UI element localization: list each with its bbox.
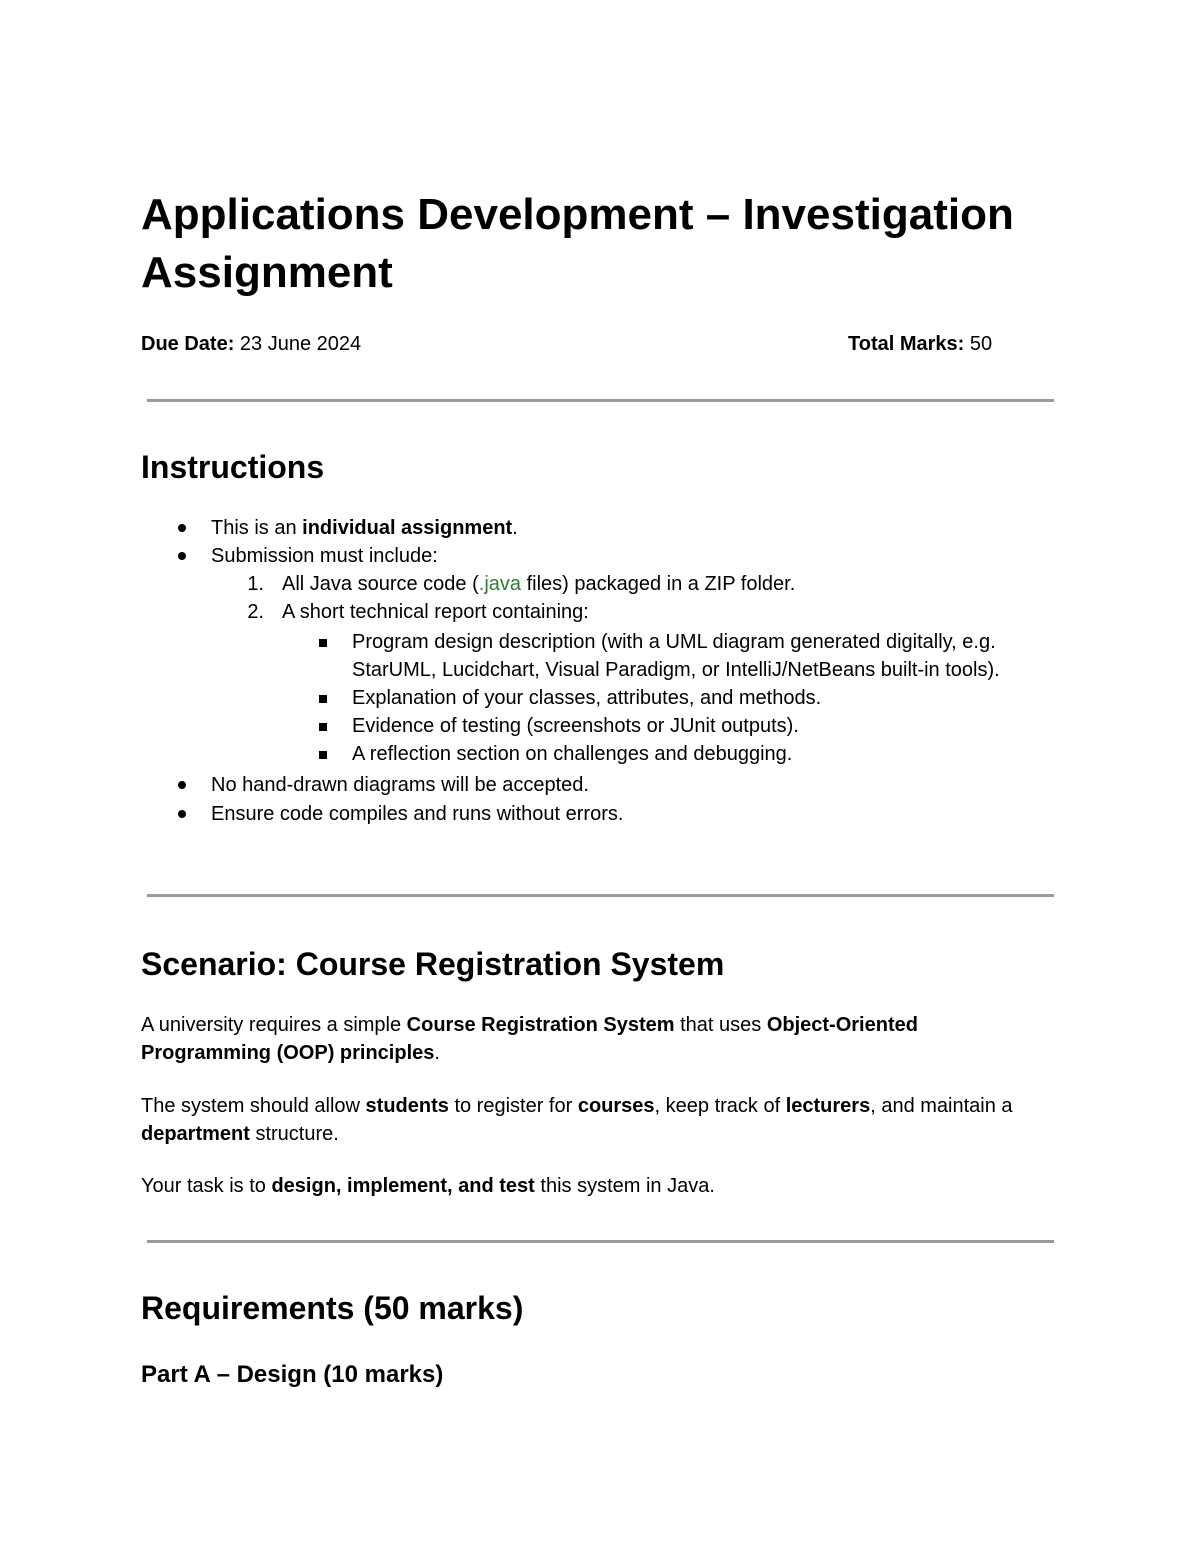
document-title: Applications Development – Investigation Assignment [141,190,1014,297]
bold-text: Object-Oriented Programming (OOP) principles [141,1014,918,1064]
bullet-icon [178,552,186,560]
total-marks-value: 50 [969,333,993,355]
square-bullet-icon [319,723,327,731]
square-bullet-icon [319,639,327,647]
total-marks-label: Total Marks: [848,333,965,355]
list-item-continuation: StarUML, Lucidchart, Visual Paradigm, or IntelliJ/NetBeans built-in tools). [352,659,1000,681]
text: structure. [249,1123,339,1145]
divider [147,399,1054,402]
due-date-label: Due Date: [141,333,235,355]
total-marks [848,331,992,357]
bold-text: courses [577,1095,655,1117]
bullet-icon [178,810,186,818]
bold-text: students [365,1095,449,1117]
text: The system should allow [141,1095,366,1117]
square-bullet-icon [319,751,327,759]
square-bullet-icon [319,695,327,703]
list-item: Ensure code compiles and runs without errors. [211,803,624,825]
text: this system in Java. [534,1175,715,1197]
part-a-heading: Part A – Design (10 marks) [141,1361,444,1388]
instructions-heading: Instructions [141,449,325,485]
text: Your task is to [141,1175,272,1197]
list-number: 1. [247,573,264,595]
list-item-text: files) packaged in a ZIP folder. [521,573,796,595]
list-item-text: . [512,517,518,539]
list-item: Explanation of your classes, attributes, and methods. [352,687,822,709]
bold-text: Course Registration System [406,1014,675,1036]
text: , and maintain a [870,1095,1013,1117]
scenario-paragraph [141,1011,1041,1067]
due-date-value: 23 June 2024 [239,333,362,355]
list-item-text: All Java source code ( [282,573,479,595]
list-item-text: This is an [211,517,303,539]
divider [147,894,1054,897]
list-number: 2. [247,601,264,623]
bullet-icon [178,524,186,532]
list-item [211,514,518,542]
text: . [434,1042,440,1064]
list-item: A short technical report containing: [282,601,589,623]
list-item: No hand-drawn diagrams will be accepted. [211,774,589,796]
divider [147,1240,1054,1243]
bold-text: department [141,1123,250,1145]
text: , keep track of [654,1095,786,1117]
requirements-heading: Requirements (50 marks) [141,1290,524,1326]
due-date [141,331,361,357]
text: A university requires a simple [141,1014,407,1036]
list-item: Evidence of testing (screenshots or JUnit outputs). [352,715,799,737]
list-item: Program design description (with a UML diagram generated digitally, e.g. [352,631,996,653]
text: that uses [674,1014,767,1036]
scenario-paragraph [141,1092,1041,1148]
file-extension: .java [478,573,522,595]
list-item [282,570,795,598]
list-item: Submission must include: [211,545,438,567]
scenario-heading: Scenario: Course Registration System [141,946,725,982]
bullet-icon [178,781,186,789]
scenario-paragraph [141,1172,1041,1200]
bold-text: design, implement, and test [271,1175,535,1197]
bold-text: lecturers [785,1095,871,1117]
list-item: A reflection section on challenges and debugging. [352,743,793,765]
list-item-bold: individual assignment [302,517,513,539]
text: to register for [448,1095,578,1117]
